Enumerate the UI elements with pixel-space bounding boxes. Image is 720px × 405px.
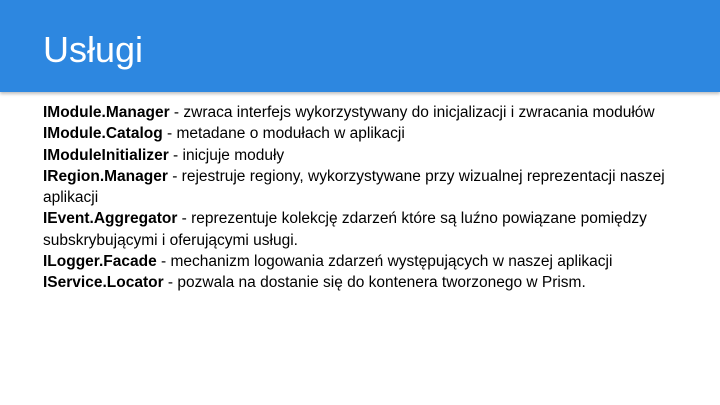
term-module-catalog: IModule.Catalog — [43, 125, 163, 143]
description-service-locator: - pozwala na dostanie się do kontenera tworzonego w Prism. — [163, 274, 586, 292]
term-region-manager: IRegion.Manager — [43, 167, 168, 185]
description-module-initializer: - inicjuje moduły — [168, 146, 285, 164]
slide-body — [43, 102, 683, 294]
list-item-module-initializer — [43, 145, 683, 166]
description-module-manager: - zwraca interfejs wykorzystywany do inicjalizacji i zwracania modułów — [169, 104, 655, 121]
description-event-aggregator: - reprezentuje kolekcję zdarzeń które są luźno powiązane pomiędzy subskrybującymi i oferującymi usługi. — [43, 210, 647, 249]
list-item-event-aggregator — [43, 208, 683, 251]
term-service-locator: IService.Locator — [43, 274, 164, 292]
description-logger-facade: - mechanizm logowania zdarzeń występujących w naszej aplikacji — [156, 253, 613, 271]
list-item-module-manager — [43, 102, 683, 123]
term-module-initializer: IModuleInitializer — [43, 146, 169, 164]
description-region-manager: - rejestruje regiony, wykorzystywane przy wizualnej reprezentacji naszej aplikacji — [43, 167, 665, 207]
title-bar — [0, 0, 720, 92]
list-item-logger-facade — [43, 251, 683, 272]
term-module-manager: IModule.Manager — [43, 104, 170, 121]
list-item-module-catalog — [43, 123, 683, 144]
list-item-region-manager — [43, 166, 683, 209]
description-module-catalog: - metadane o modułach w aplikacji — [162, 125, 405, 143]
term-event-aggregator: IEvent.Aggregator — [43, 210, 178, 228]
list-item-service-locator — [43, 272, 683, 293]
term-logger-facade: ILogger.Facade — [43, 253, 157, 271]
slide-title: Usługi — [43, 29, 144, 70]
